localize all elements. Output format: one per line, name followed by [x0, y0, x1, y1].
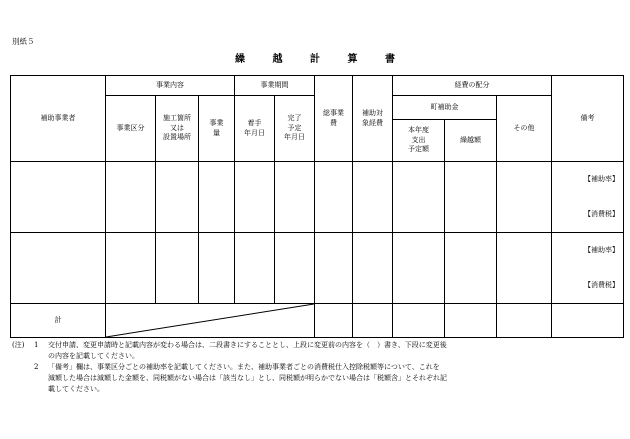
- diagonal-line: [106, 304, 314, 337]
- header-cost: 経費の配分: [393, 76, 552, 96]
- header-carryover: 繰越額: [445, 120, 497, 162]
- header-town-subsidy: 町補助金: [393, 96, 497, 120]
- total-label: 計: [11, 304, 106, 338]
- header-project: 事業内容: [106, 76, 235, 96]
- table-row: [11, 233, 624, 304]
- title-char: 越: [272, 54, 283, 65]
- header-eligible: 補助対 象経費: [353, 76, 393, 162]
- note-number: 2: [34, 363, 39, 371]
- remarks-cell: [552, 162, 624, 233]
- title-char: 繰: [235, 54, 246, 65]
- header-planned: 本年度 支出 予定額: [393, 120, 445, 162]
- notes: [12, 340, 622, 395]
- rate-note: 【補助率】: [584, 175, 620, 183]
- header-quantity: 事業 量: [199, 96, 235, 162]
- header-place: 施工箇所 又は 設置場所: [156, 96, 199, 162]
- tax-note: 【消費税】: [584, 210, 620, 218]
- tax-note: 【消費税】: [584, 281, 620, 289]
- title-char: 書: [384, 54, 395, 65]
- total-diagonal-cell: [106, 304, 315, 338]
- header-start: 着手 年月日: [235, 96, 275, 162]
- note-text: 交付申請、変更申請時と記載内容が変わる場合は、二段書きにすることとし、上段に変更前の内容を（ ）書き、下段に変更後 の内容を記載してください。: [48, 341, 447, 360]
- carryover-table: [10, 75, 624, 338]
- document-title: [0, 50, 630, 65]
- table-row: [11, 162, 624, 233]
- header-applicant: 補助事業者: [11, 76, 106, 162]
- title-char: 算: [347, 54, 358, 65]
- note-number: 1: [34, 341, 39, 349]
- notes-lead: (注): [12, 341, 25, 349]
- total-row: [11, 304, 624, 338]
- note-text: 「備考」欄は、事業区分ごとの補助率を記載してください。また、補助事業者ごとの消費税仕入控除税額等について、これを 減額した場合は減額した金額を、同税額がない場合は「該当なし」とし、同税額が明らかでない場合は「税額含」とそれぞれ記 載してください。: [48, 363, 447, 393]
- title-char: 計: [310, 54, 320, 65]
- header-remarks: 備考: [552, 76, 624, 162]
- remarks-cell: [552, 233, 624, 304]
- header-total: 総事業 費: [315, 76, 353, 162]
- header-period: 事業期間: [235, 76, 315, 96]
- rate-note: 【補助率】: [584, 246, 620, 254]
- header-category: 事業区分: [106, 96, 156, 162]
- header-end: 完了 予定 年月日: [275, 96, 315, 162]
- attachment-label: 別紙５: [12, 37, 35, 46]
- header-other: その他: [497, 96, 552, 162]
